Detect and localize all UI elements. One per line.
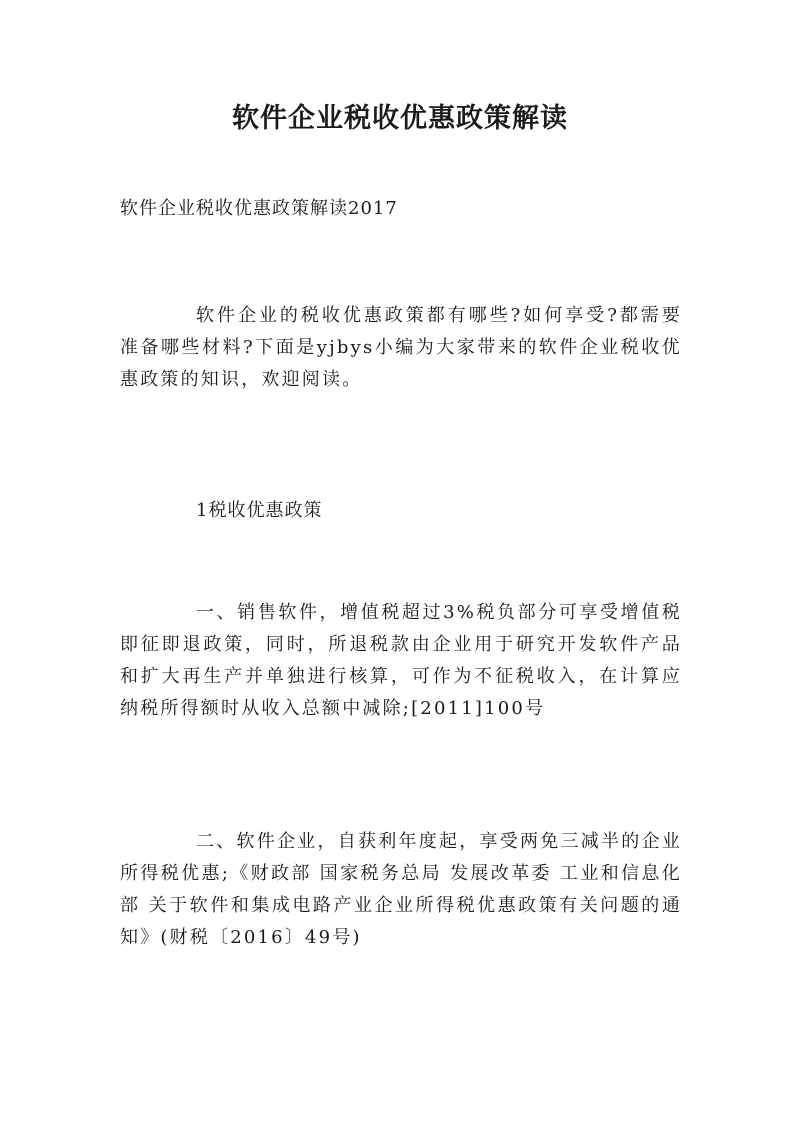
section-heading: 1税收优惠政策 bbox=[196, 500, 323, 521]
policy-paragraph-2: 二、软件企业，自获利年度起，享受两免三减半的企业所得税优惠;《财政部 国家税务总局 发展改革委 工业和信息化部 关于软件和集成电路产业企业所得税优惠政策有关问题的通知》(财税〔2016〕49号) bbox=[120, 831, 682, 948]
document-subtitle: 软件企业税收优惠政策解读2017 bbox=[120, 198, 398, 219]
intro-paragraph: 软件企业的税收优惠政策都有哪些?如何享受?都需要准备哪些材料?下面是yjbys小编为大家带来的软件企业税收优惠政策的知识，欢迎阅读。 bbox=[120, 305, 682, 390]
document-title: 软件企业税收优惠政策解读 bbox=[232, 103, 568, 134]
policy-paragraph-1: 一、销售软件，增值税超过3%税负部分可享受增值税即征即退政策，同时，所退税款由企业用于研究开发软件产品和扩大再生产并单独进行核算，可作为不征税收入，在计算应纳税所得额时从收入总额中减除;[2011]100号 bbox=[120, 602, 682, 719]
